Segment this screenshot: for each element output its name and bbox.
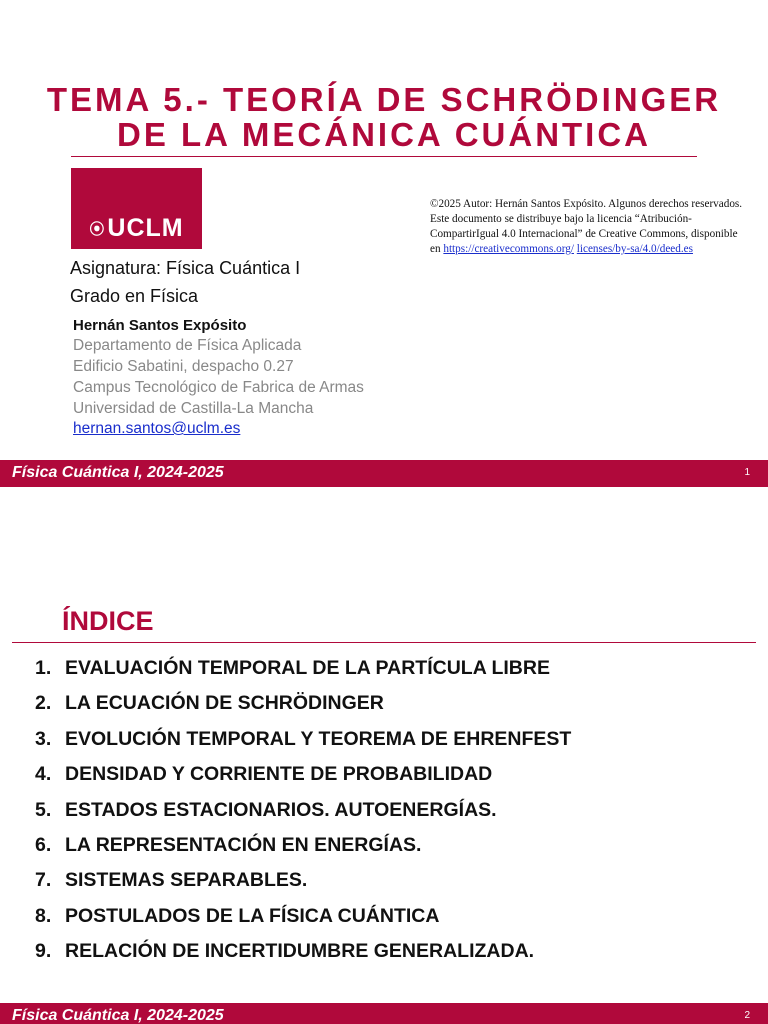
toc-item-text: RELACIÓN DE INCERTIDUMBRE GENERALIZADA.: [65, 940, 535, 963]
toc-item-text: LA REPRESENTACIÓN EN ENERGÍAS.: [65, 833, 422, 856]
department: Departamento de Física Aplicada: [73, 337, 302, 354]
degree-label: Grado en Física: [70, 286, 199, 306]
toc-item-text: EVALUACIÓN TEMPORAL DE LA PARTÍCULA LIBRE: [65, 657, 550, 679]
campus: Campus Tecnológico de Fabrica de Armas: [73, 379, 364, 396]
index-heading: ÍNDICE: [62, 606, 154, 636]
uclm-emblem-icon: ⦿: [89, 221, 106, 238]
page-number: 2: [744, 1010, 750, 1021]
toc-item[interactable]: [35, 728, 571, 763]
slide-1-footer: [0, 460, 768, 487]
toc-item[interactable]: [35, 799, 571, 834]
toc-item-number: 9.: [35, 940, 52, 963]
license-notice: [430, 197, 748, 257]
toc-item-number: 8.: [35, 904, 52, 927]
toc-item[interactable]: [35, 692, 571, 727]
toc-item-text: EVOLUCIÓN TEMPORAL Y TEOREMA DE EHRENFEST: [65, 727, 572, 750]
slide-2-footer: [0, 1003, 768, 1024]
index-divider: [12, 642, 756, 643]
toc-item[interactable]: [35, 940, 571, 975]
toc-item[interactable]: [35, 905, 571, 940]
logo-text: UCLM: [107, 214, 184, 242]
uclm-logo: [71, 168, 202, 249]
toc-item-number: 3.: [35, 727, 52, 750]
author-name: Hernán Santos Expósito: [73, 317, 247, 334]
license-link-part-2[interactable]: licenses/by-sa/4.0/deed.es: [576, 243, 693, 255]
toc-item-number: 7.: [35, 869, 52, 892]
slide-title-line-2: DE LA MECÁNICA CUÁNTICA: [116, 116, 652, 153]
toc-item[interactable]: [35, 834, 571, 869]
toc-item-number: 2.: [35, 692, 52, 715]
license-link-part-1[interactable]: https://creativecommons.org/: [443, 243, 574, 255]
subject-label: Asignatura: Física Cuántica I: [70, 258, 301, 278]
toc-item-text: ESTADOS ESTACIONARIOS. AUTOENERGÍAS.: [65, 798, 497, 821]
footer-course-label: Física Cuántica I, 2024-2025: [12, 464, 224, 481]
toc-item[interactable]: [35, 763, 571, 798]
toc-item-text: SISTEMAS SEPARABLES.: [65, 869, 308, 892]
toc-item-text: LA ECUACIÓN DE SCHRÖDINGER: [65, 692, 384, 715]
slide-title-line-1: TEMA 5.- TEORÍA DE SCHRÖDINGER: [46, 81, 722, 118]
toc-item[interactable]: [35, 869, 571, 904]
footer-course-label: Física Cuántica I, 2024-2025: [12, 1007, 224, 1024]
office: Edificio Sabatini, despacho 0.27: [73, 358, 294, 375]
title-divider: [71, 156, 697, 157]
toc-item-number: 6.: [35, 833, 52, 856]
author-email-link[interactable]: hernan.santos@uclm.es: [73, 420, 241, 437]
toc-item-text: DENSIDAD Y CORRIENTE DE PROBABILIDAD: [65, 763, 493, 786]
toc-item-text: POSTULADOS DE LA FÍSICA CUÁNTICA: [65, 904, 440, 927]
toc-item-number: 1.: [35, 657, 52, 679]
toc-item-number: 4.: [35, 763, 52, 786]
toc-item[interactable]: [35, 657, 571, 692]
toc-item-number: 5.: [35, 798, 52, 821]
license-text: ©2025 Autor: Hernán Santos Expósito. Algunos derechos reservados. Este documento se distribuye bajo la licencia “Atribución-CompartirIgual 4.0 Internacional” de Creative Commons, disponible en: [430, 198, 743, 255]
page-number: 1: [744, 467, 750, 478]
table-of-contents: [35, 657, 571, 976]
university: Universidad de Castilla-La Mancha: [73, 400, 314, 417]
